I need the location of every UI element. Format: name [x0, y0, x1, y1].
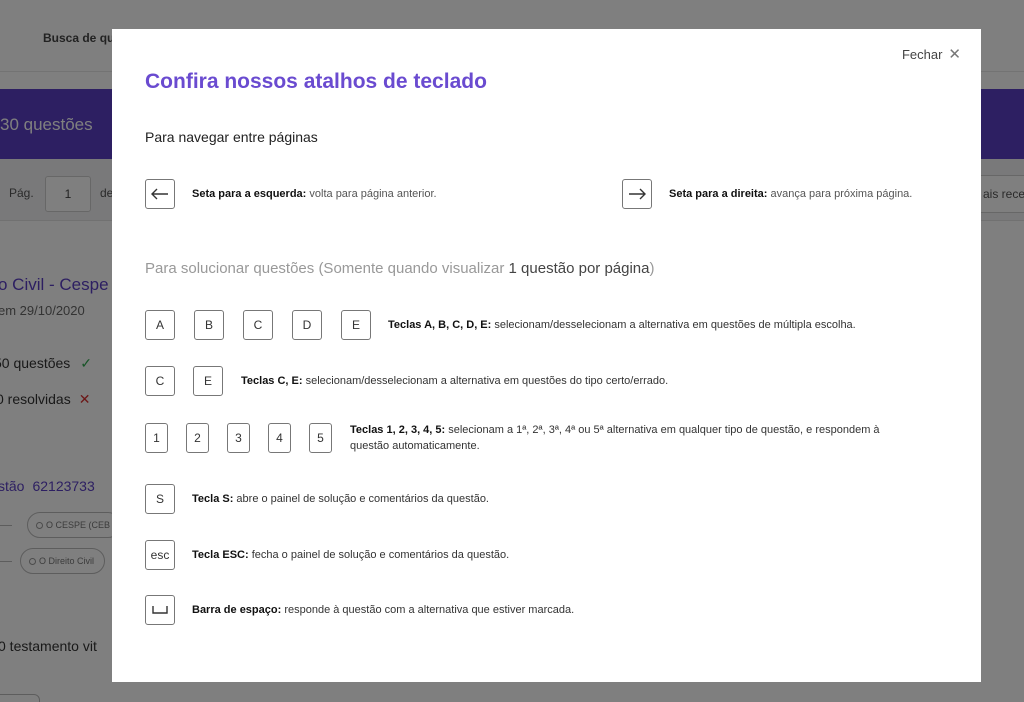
shortcut-esc	[145, 540, 509, 570]
shortcuts-modal	[112, 29, 981, 682]
modal-title: Confira nossos atalhos de teclado	[145, 70, 487, 93]
shortcut-description: Teclas C, E: selecionam/desselecionam a alternativa em questões do tipo certo/errado.	[241, 375, 669, 387]
key-2: 2	[186, 423, 209, 453]
nav-heading: Para navegar entre páginas	[145, 129, 318, 145]
shortcut-arrow-right	[622, 179, 912, 209]
shortcut-description: Teclas 1, 2, 3, 4, 5: selecionam a 1ª, 2ª, 3ª, 4ª ou 5ª alternativa em qualquer tipo de questão, e respondem à questão automaticamente.	[350, 424, 880, 452]
shortcut-numbers	[145, 422, 910, 454]
shortcut-description: Tecla ESC: fecha o painel de solução e comentários da questão.	[192, 549, 510, 561]
shortcut-abcde	[145, 310, 856, 340]
key-d: D	[292, 310, 322, 340]
space-bar-icon	[145, 595, 175, 625]
shortcut-description: Tecla S: abre o painel de solução e comentários da questão.	[192, 493, 489, 505]
arrow-left-icon	[145, 179, 175, 209]
key-1: 1	[145, 423, 168, 453]
key-esc: esc	[145, 540, 175, 570]
shortcut-description: Teclas A, B, C, D, E: selecionam/desselecionam a alternativa em questões de múltipla escolha.	[388, 319, 856, 331]
key-e: E	[341, 310, 371, 340]
shortcut-description: Seta para a direita: avança para próxima página.	[669, 188, 913, 200]
shortcut-description: Seta para a esquerda: volta para página anterior.	[192, 188, 437, 200]
close-icon: ✕	[948, 46, 961, 63]
solve-heading: Para solucionar questões (Somente quando visualizar 1 questão por página)	[145, 260, 655, 277]
key-s: S	[145, 484, 175, 514]
key-3: 3	[227, 423, 250, 453]
key-a: A	[145, 310, 175, 340]
shortcut-description: Barra de espaço: responde à questão com a alternativa que estiver marcada.	[192, 604, 575, 616]
close-button[interactable]	[902, 47, 961, 62]
shortcut-space	[145, 595, 574, 625]
close-label: Fechar	[901, 47, 943, 62]
key-c: C	[243, 310, 273, 340]
key-c: C	[145, 366, 175, 396]
shortcut-arrow-left	[145, 179, 437, 209]
key-5: 5	[309, 423, 332, 453]
arrow-right-icon	[622, 179, 652, 209]
shortcut-s	[145, 484, 489, 514]
key-4: 4	[268, 423, 291, 453]
key-e: E	[193, 366, 223, 396]
shortcut-ce	[145, 366, 668, 396]
key-b: B	[194, 310, 224, 340]
